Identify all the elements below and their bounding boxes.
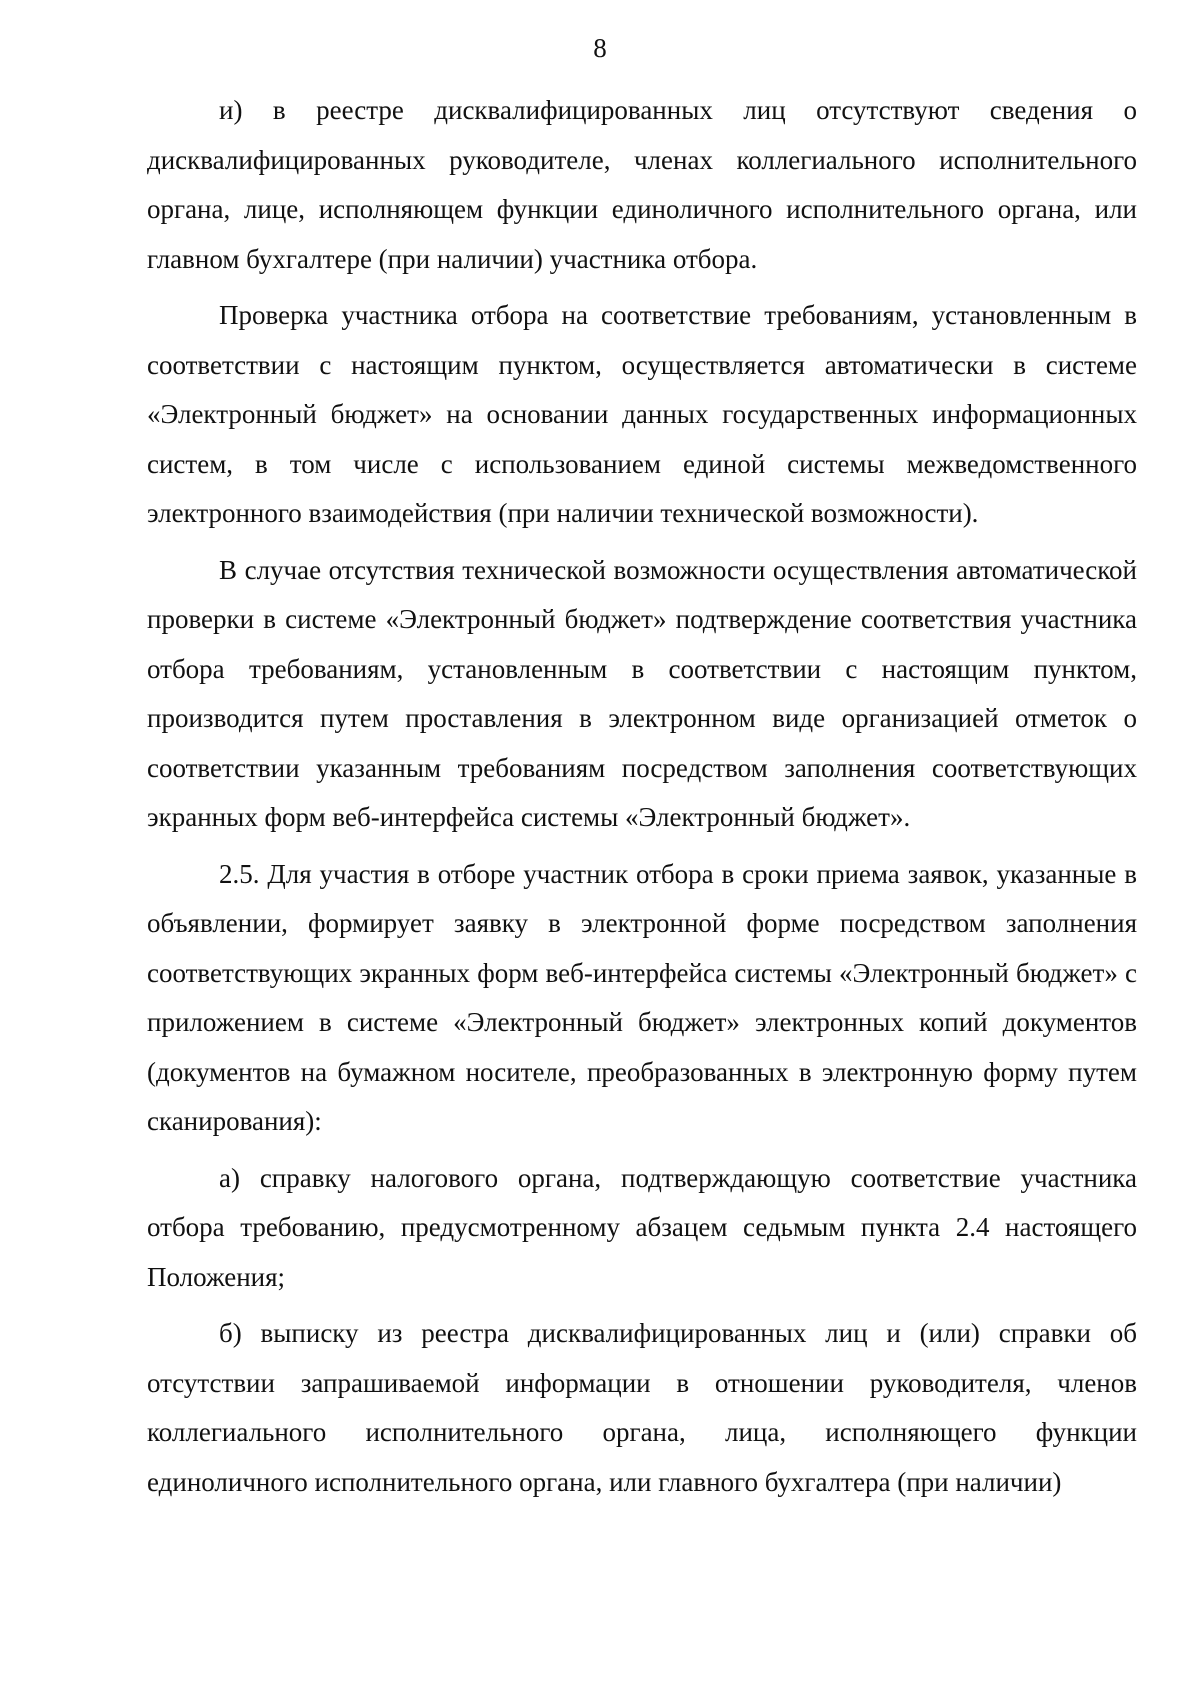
paragraph-item-i: и) в реестре дисквалифицированных лиц отсутствуют сведения о дисквалифицированных руководителе, членах коллегиального исполнительного органа, лице, исполняющем функции единоличного исполнительного органа, или главном бухгалтере (при наличии) участника отбора. (147, 95, 1137, 274)
document-body (147, 86, 1137, 1514)
page-number: 8 (593, 33, 607, 63)
paragraph-item-b: б) выписку из реестра дисквалифицированных лиц и (или) справки об отсутствии запрашиваемой информации в отношении руководителя, членов коллегиального исполнительного органа, лица, исполняющего функции единоличного исполнительного органа, или главного бухгалтера (при наличии) (147, 1318, 1137, 1497)
paragraph-no-technical-possibility: В случае отсутствия технической возможности осуществления автоматической проверки в системе «Электронный бюджет» подтверждение соответствия участника отбора требованиям, установленным в соответствии с настоящим пунктом, производится путем проставления в электронном виде организацией отметок о соответствии указанным требованиям посредством заполнения соответствующих экранных форм веб-интерфейса системы «Электронный бюджет». (147, 554, 1137, 832)
paragraph-item-a: а) справку налогового органа, подтверждающую соответствие участника отбора требованию, предусмотренному абзацем седьмым пункта 2.4 настоящего Положения; (147, 1162, 1137, 1292)
paragraph-2-5: 2.5. Для участия в отборе участник отбора в сроки приема заявок, указанные в объявлении, формирует заявку в электронной форме посредством заполнения соответствующих экранных форм веб-интерфейса системы «Электронный бюджет» с приложением в системе «Электронный бюджет» электронных копий документов (документов на бумажном носителе, преобразованных в электронную форму путем сканирования): (147, 858, 1137, 1136)
paragraph-automatic-check: Проверка участника отбора на соответствие требованиям, установленным в соответствии с настоящим пунктом, осуществляется автоматически в системе «Электронный бюджет» на основании данных государственных информационных систем, в том числе с использованием единой системы межведомственного электронного взаимодействия (при наличии технической возможности). (147, 300, 1137, 528)
